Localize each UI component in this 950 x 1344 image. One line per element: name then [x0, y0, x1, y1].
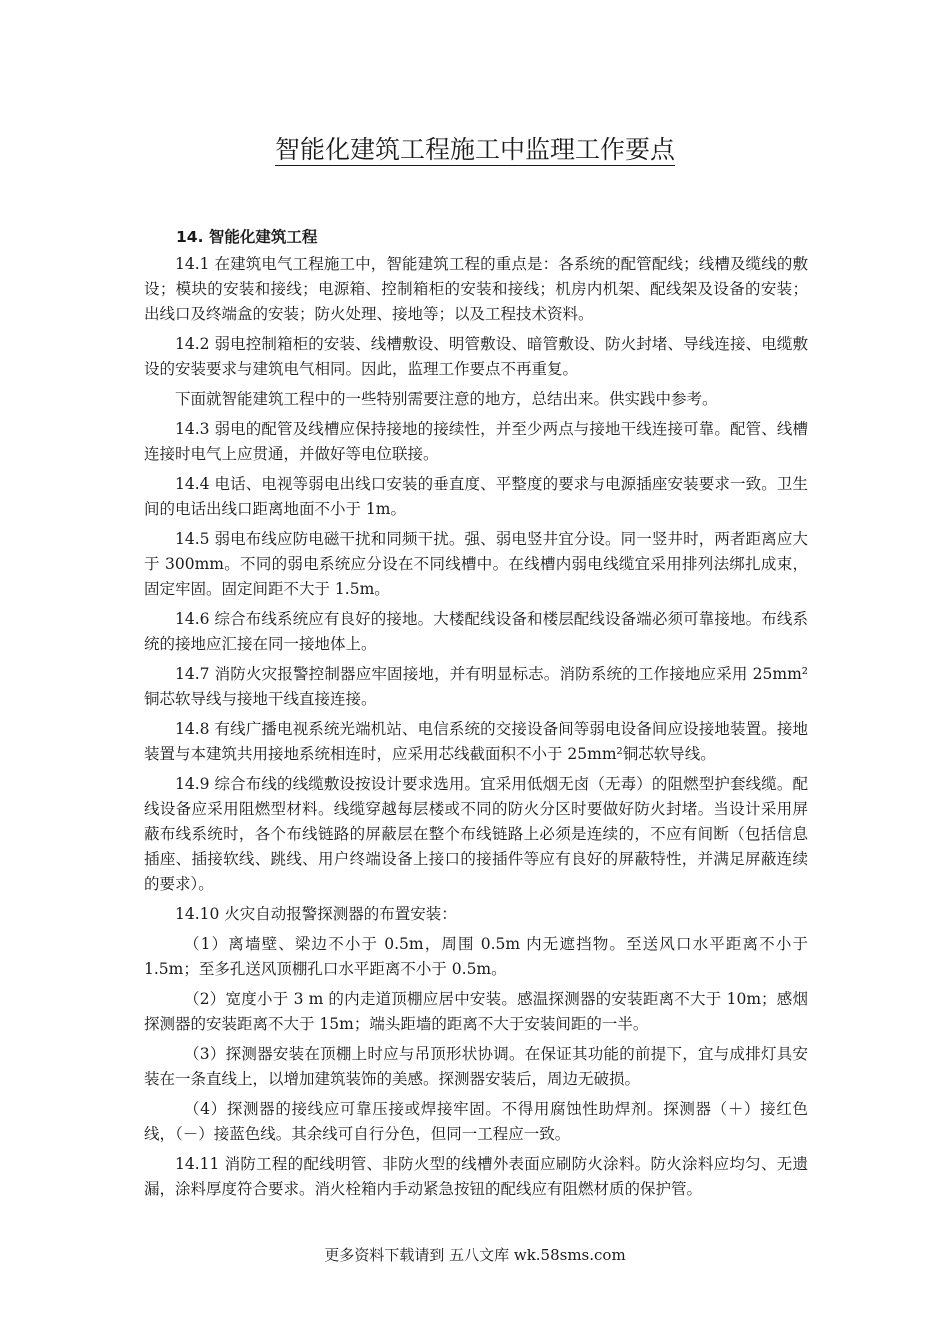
paragraph-14-6: 14.6 综合布线系统应有良好的接地。大楼配线设备和楼层配线设备端必须可靠接地。布线系统的接地应汇接在同一接地体上。: [144, 610, 808, 653]
paragraph-14-10-item-2: （2）宽度小于 3 m 的内走道顶棚应居中安装。感温探测器的安装距离不大于 10m；感烟探测器的安装距离不大于 15m；端头距墙的距离不大于安装间距的一半。: [144, 990, 808, 1033]
paragraph-14-8: 14.8 有线广播电视系统光端机站、电信系统的交接设备间等弱电设备间应设接地装置。接地装置与本建筑共用接地系统相连时，应采用芯线截面积不小于 25mm²铜芯软导线。: [144, 720, 808, 763]
paragraph-intro: 下面就智能建筑工程中的一些特别需要注意的地方，总结出来。供实践中参考。: [175, 390, 718, 408]
document-title-text: 智能化建筑工程施工中监理工作要点: [274, 135, 675, 164]
page-footer: 更多资料下载请到 五八文库 wk.58sms.com: [324, 1246, 626, 1264]
paragraph-14-2: 14.2 弱电控制箱柜的安装、线槽敷设、明管敷设、暗管敷设、防火封堵、导线连接、电缆敷设的安装要求与建筑电气相同。因此，监理工作要点不再重复。: [144, 335, 808, 378]
paragraph-14-10: 14.10 火灾自动报警探测器的布置安装：: [175, 905, 457, 923]
paragraph-14-11: 14.11 消防工程的配线明管、非防火型的线槽外表面应刷防火涂料。防火涂料应均匀、无遗漏，涂料厚度符合要求。消火栓箱内手动紧急按钮的配线应有阻燃材质的保护管。: [144, 1155, 808, 1198]
paragraph-14-10-item-4: （4）探测器的接线应可靠压接或焊接牢固。不得用腐蚀性助焊剂。探测器（＋）接红色线，（－）接蓝色线。其余线可自行分色，但同一工程应一致。: [144, 1100, 808, 1143]
document-body: [144, 225, 808, 1207]
paragraph-14-4: 14.4 电话、电视等弱电出线口安装的垂直度、平整度的要求与电源插座安装要求一致。卫生间的电话出线口距离地面不小于 1m。: [144, 475, 808, 518]
document-title: [0, 133, 950, 167]
paragraph-14-10-item-3: （3）探测器安装在顶棚上时应与吊顶形状协调。在保证其功能的前提下，宜与成排灯具安装在一条直线上，以增加建筑装饰的美感。探测器安装后，周边无破损。: [144, 1045, 808, 1088]
paragraph-14-1: 14.1 在建筑电气工程施工中，智能建筑工程的重点是：各系统的配管配线；线槽及缆线的敷设；模块的安装和接线；电源箱、控制箱柜的安装和接线；机房内机架、配线架及设备的安装；出线口及终端盒的安装；防火处理、接地等；以及工程技术资料。: [144, 255, 808, 323]
paragraph-14-7: 14.7 消防火灾报警控制器应牢固接地，并有明显标志。消防系统的工作接地应采用 25mm²铜芯软导线与接地干线直接连接。: [144, 665, 808, 708]
paragraph-14-3: 14.3 弱电的配管及线槽应保持接地的接续性，并至少两点与接地干线连接可靠。配管、线槽连接时电气上应贯通，并做好等电位联接。: [144, 420, 808, 463]
section-heading: 14. 智能化建筑工程: [176, 228, 318, 246]
paragraph-14-9: 14.9 综合布线的线缆敷设按设计要求选用。宜采用低烟无卤（无毒）的阻燃型护套线缆。配线设备应采用阻燃型材料。线缆穿越每层楼或不同的防火分区时要做好防火封堵。当设计采用屏蔽布线系统时，各个布线链路的屏蔽层在整个布线链路上必须是连续的，不应有间断（包括信息插座、插接软线、跳线、用户终端设备上接口的接插件等应有良好的屏蔽特性，并满足屏蔽连续的要求）。: [144, 775, 808, 893]
paragraph-14-10-item-1: （1）离墙壁、梁边不小于 0.5m，周围 0.5m 内无遮挡物。至送风口水平距离不小于 1.5m；至多孔送风顶棚孔口水平距离不小于 0.5m。: [144, 935, 808, 978]
paragraph-14-5: 14.5 弱电布线应防电磁干扰和同频干扰。强、弱电竖井宜分设。同一竖井时，两者距离应大于 300mm。不同的弱电系统应分设在不同线槽中。在线槽内弱电线缆宜采用排列法绑扎成束，固定牢固。固定间距不大于 1.5m。: [144, 530, 808, 598]
